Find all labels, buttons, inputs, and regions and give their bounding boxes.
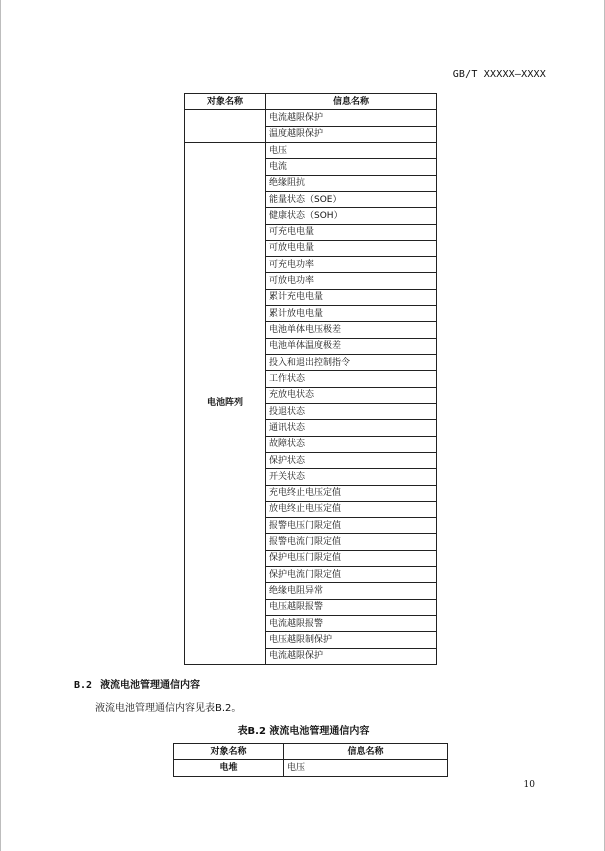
- standard-code: GB/T XXXXX—XXXX: [452, 69, 546, 80]
- table-row: [185, 110, 437, 126]
- info-cell: 电流: [266, 159, 437, 175]
- header-info-name: 信息名称: [266, 94, 437, 110]
- info-cell: 放电终止电压定值: [266, 501, 437, 517]
- section-title: 液流电池管理通信内容: [100, 680, 201, 691]
- page-number: 10: [523, 780, 535, 790]
- info-cell: 能量状态（SOE）: [266, 191, 437, 207]
- info-cell: 可充电功率: [266, 257, 437, 273]
- info-cell: 投入和退出控制指令: [266, 355, 437, 371]
- info-cell: 通讯状态: [266, 420, 437, 436]
- info-cell: 温度越限保护: [266, 126, 437, 142]
- info-cell: 累计放电电量: [266, 306, 437, 322]
- table-header-row: [185, 94, 437, 110]
- info-cell: 工作状态: [266, 371, 437, 387]
- info-cell: 可放电功率: [266, 273, 437, 289]
- header-object-name: 对象名称: [174, 744, 284, 760]
- info-cell: 充电终止电压定值: [266, 485, 437, 501]
- object-cell: 电堆: [174, 760, 284, 776]
- object-cell-battery-array: 电池阵列: [185, 142, 266, 664]
- table-caption: 表B.2 液流电池管理通信内容: [237, 726, 370, 737]
- info-cell: 可放电电量: [266, 240, 437, 256]
- table-b1: [184, 93, 437, 665]
- info-cell: 电流越限保护: [266, 110, 437, 126]
- section-number: B.2: [74, 680, 93, 691]
- section-heading: [74, 676, 200, 691]
- info-cell: 保护电流门限定值: [266, 567, 437, 583]
- table-b1-body: [185, 110, 437, 665]
- info-cell: 电流越限保护: [266, 648, 437, 664]
- info-cell: 电压: [266, 142, 437, 158]
- info-cell: 绝缘电阻异常: [266, 583, 437, 599]
- table-b2: [173, 743, 448, 777]
- info-cell: 累计充电电量: [266, 289, 437, 305]
- info-cell: 开关状态: [266, 469, 437, 485]
- info-cell: 报警电流门限定值: [266, 534, 437, 550]
- info-cell: 电流越限报警: [266, 616, 437, 632]
- info-cell: 健康状态（SOH）: [266, 208, 437, 224]
- info-cell: 电压越限制保护: [266, 632, 437, 648]
- info-cell: 故障状态: [266, 436, 437, 452]
- info-cell: 充放电状态: [266, 387, 437, 403]
- table-header-row: [174, 744, 448, 760]
- info-cell: 电压: [284, 760, 448, 776]
- info-cell: 电池单体温度极差: [266, 338, 437, 354]
- header-info-name: 信息名称: [284, 744, 448, 760]
- info-cell: 报警电压门限定值: [266, 518, 437, 534]
- info-cell: 投退状态: [266, 403, 437, 419]
- body-paragraph: 液流电池管理通信内容见表B.2。: [95, 703, 242, 714]
- header-object-name: 对象名称: [185, 94, 266, 110]
- table-row: [185, 142, 437, 158]
- info-cell: 绝缘阻抗: [266, 175, 437, 191]
- info-cell: 保护状态: [266, 452, 437, 468]
- table-b2-body: [174, 760, 448, 776]
- info-cell: 电压越限报警: [266, 599, 437, 615]
- info-cell: 电池单体电压极差: [266, 322, 437, 338]
- table-row: [174, 760, 448, 776]
- info-cell: 保护电压门限定值: [266, 550, 437, 566]
- info-cell: 可充电电量: [266, 224, 437, 240]
- object-cell-empty: [185, 110, 266, 143]
